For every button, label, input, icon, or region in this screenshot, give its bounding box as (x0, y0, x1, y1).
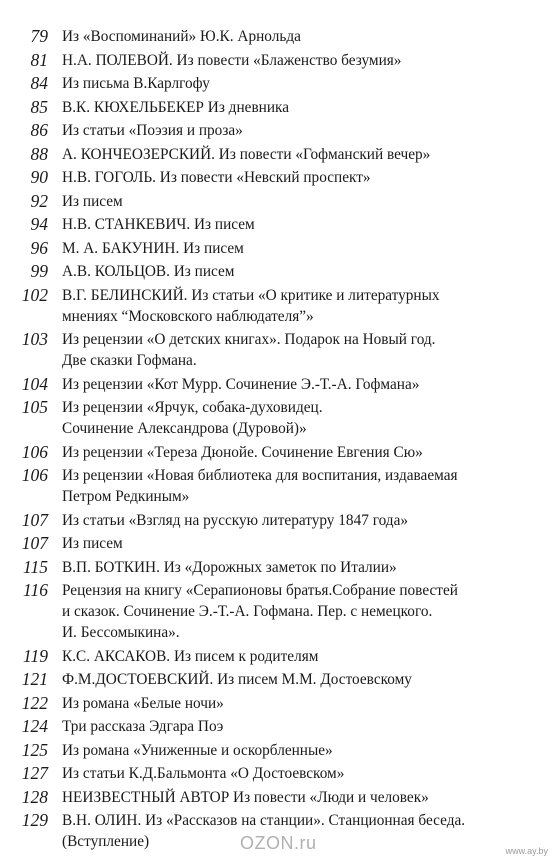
toc-entry-title (62, 50, 556, 71)
toc-entry-title (62, 374, 556, 395)
toc-page-number: 122 (21, 692, 48, 713)
toc-page-number: 79 (30, 26, 48, 46)
toc-entry (0, 374, 560, 395)
toc-entry-title (62, 510, 556, 531)
toc-entry-line: Из рецензии «О детских книгах». Подарок на Новый год. (62, 331, 436, 348)
toc-page-number: 86 (30, 120, 48, 140)
toc-entry-line: Сочинение Александрова (Дуровой)» (62, 420, 307, 437)
toc-entry-title (62, 557, 556, 578)
toc-page-number: 84 (30, 73, 48, 93)
toc-entry-line: Из рецензии «Тереза Дюнойе. Сочинение Евгения Сю» (62, 443, 423, 461)
toc-entry-title (62, 533, 556, 554)
toc-entry (0, 120, 560, 141)
table-of-contents (0, 26, 560, 855)
watermark: OZON.ru (240, 833, 317, 853)
toc-entry-line: К.С. АКСАКОВ. Из писем к родителям (62, 647, 319, 665)
toc-entry-line: М. А. БАКУНИН. Из писем (62, 239, 244, 257)
toc-page-number: 128 (21, 786, 48, 807)
toc-entry-title (62, 693, 556, 714)
toc-page-number: 105 (21, 397, 48, 417)
toc-entry (0, 144, 560, 165)
toc-entry (0, 442, 560, 463)
toc-entry-line: Из рецензии «Новая библиотека для воспитания, издаваемая (62, 467, 458, 484)
toc-page-number: 96 (30, 237, 48, 258)
toc-entry-line: В.К. КЮХЕЛЬБЕКЕР Из дневника (62, 98, 290, 116)
toc-page-number: 81 (30, 49, 48, 70)
toc-entry-line: Из романа «Униженные и оскорбленные» (62, 741, 333, 759)
toc-entry-title (62, 740, 556, 761)
toc-entry (0, 285, 560, 327)
toc-entry-line: А.В. КОЛЬЦОВ. Из писем (62, 263, 235, 280)
toc-entry-line: Из романа «Белые ночи» (62, 694, 224, 712)
toc-entry (0, 646, 560, 667)
toc-entry-line: Петром Редкиным» (62, 488, 190, 505)
toc-page-number: 90 (30, 167, 48, 187)
toc-entry-title (62, 214, 556, 235)
toc-entry-line: Из письма В.Карлгофу (62, 75, 210, 92)
toc-page-number: 106 (21, 465, 48, 485)
toc-entry-title (62, 646, 556, 667)
toc-entry-title (62, 465, 556, 507)
site-watermark: www.ay.by (505, 846, 548, 856)
toc-page-number: 104 (21, 373, 48, 394)
toc-entry-line: Н.В. СТАНКЕВИЧ. Из писем (62, 216, 255, 233)
toc-entry (0, 465, 560, 507)
toc-entry-line: Из писем (62, 535, 123, 552)
toc-entry-title (62, 97, 556, 118)
toc-page-number: 99 (30, 261, 48, 281)
toc-entry-title (62, 329, 556, 371)
toc-entry (0, 50, 560, 71)
toc-entry-title (62, 285, 556, 327)
toc-entry-line: В.Г. БЕЛИНСКИЙ. Из статьи «О критике и литературных (62, 286, 440, 304)
toc-entry-title (62, 191, 556, 212)
toc-entry-line: Из рецензии «Кот Мурр. Сочинение Э.-Т.-А. Гофмана» (62, 375, 420, 393)
toc-page-number: 115 (23, 556, 48, 577)
toc-entry-line: В.Н. ОЛИН. Из «Рассказов на станции». Станционная беседа. (62, 812, 466, 829)
toc-entry-line: Из рецензии «Ярчук, собака-духовидец. (62, 399, 323, 416)
toc-entry-title (62, 580, 556, 643)
toc-entry-line: (Вступление) (62, 833, 150, 850)
toc-page-number: 102 (21, 284, 48, 305)
toc-entry (0, 26, 560, 47)
toc-entry (0, 669, 560, 690)
toc-page-number: 121 (21, 669, 48, 689)
toc-entry-title (62, 787, 556, 808)
toc-entry-title (62, 397, 556, 439)
toc-entry-line: А. КОНЧЕОЗЕРСКИЙ. Из повести «Гофманский вечер» (62, 145, 431, 163)
toc-entry-line: Из «Воспоминаний» Ю.К. Арнольда (62, 28, 301, 45)
toc-page-number: 124 (21, 716, 48, 736)
toc-entry-title (62, 261, 556, 282)
toc-entry-title (62, 26, 556, 47)
toc-entry (0, 397, 560, 439)
toc-entry-title (62, 669, 556, 690)
toc-page-number: 125 (21, 739, 48, 760)
toc-page-number: 94 (30, 214, 48, 234)
toc-entry-title (62, 73, 556, 94)
toc-entry (0, 97, 560, 118)
toc-entry-title (62, 120, 556, 141)
toc-page-number: 88 (30, 143, 48, 164)
toc-entry (0, 329, 560, 371)
toc-entry (0, 557, 560, 578)
toc-entry (0, 740, 560, 761)
toc-page-number: 103 (21, 329, 48, 349)
toc-entry (0, 261, 560, 282)
toc-entry-line: мнениях “Московского наблюдателя”» (62, 307, 314, 325)
toc-entry (0, 693, 560, 714)
toc-page-number: 116 (23, 580, 48, 600)
toc-entry-line: Две сказки Гофмана. (62, 352, 197, 369)
toc-entry (0, 510, 560, 531)
toc-entry-line: Из статьи К.Д.Бальмонта «О Достоевском» (62, 765, 345, 782)
toc-entry (0, 763, 560, 784)
toc-entry-title (62, 716, 556, 737)
toc-entry (0, 73, 560, 94)
toc-entry-line: В.П. БОТКИН. Из «Дорожных заметок по Италии» (62, 558, 397, 576)
toc-entry (0, 167, 560, 188)
toc-entry-line: Рецензия на книгу «Серапионовы братья.Собрание повестей (62, 582, 458, 599)
toc-page-number: 106 (21, 441, 48, 462)
toc-entry (0, 238, 560, 259)
toc-entry (0, 533, 560, 554)
toc-entry-line: И. Бессомыкина». (62, 624, 180, 641)
toc-page-number: 85 (30, 96, 48, 117)
toc-entry-line: Из статьи «Поэзия и проза» (62, 122, 243, 139)
toc-page-number: 129 (21, 810, 48, 830)
toc-entry (0, 191, 560, 212)
toc-entry-title (62, 442, 556, 463)
toc-entry-line: Н.В. ГОГОЛЬ. Из повести «Невский проспект» (62, 169, 371, 186)
toc-entry-line: Из писем (62, 192, 123, 210)
toc-page-number: 107 (21, 533, 48, 553)
toc-entry (0, 787, 560, 808)
toc-page-number: 119 (23, 645, 48, 666)
toc-entry-title (62, 144, 556, 165)
toc-entry-line: Ф.М.ДОСТОЕВСКИЙ. Из писем М.М. Достоевскому (62, 671, 412, 688)
toc-entry-line: НЕИЗВЕСТНЫЙ АВТОР Из повести «Люди и человек» (62, 788, 429, 806)
toc-entry-line: Н.А. ПОЛЕВОЙ. Из повести «Блаженство безумия» (62, 51, 402, 69)
toc-entry (0, 214, 560, 235)
toc-entry-line: Из статьи «Взгляд на русскую литературу 1847 года» (62, 511, 409, 529)
toc-entry-line: и сказок. Сочинение Э.-Т.-А. Гофмана. Пер. с немецкого. (62, 603, 433, 620)
toc-page-number: 107 (21, 509, 48, 530)
toc-entry-title (62, 238, 556, 259)
toc-page-number: 92 (30, 190, 48, 211)
toc-entry (0, 716, 560, 737)
toc-entry-line: Три рассказа Эдгара Поэ (62, 718, 224, 735)
toc-entry-title (62, 167, 556, 188)
toc-entry-title (62, 763, 556, 784)
toc-entry (0, 580, 560, 643)
toc-page-number: 127 (21, 763, 48, 783)
